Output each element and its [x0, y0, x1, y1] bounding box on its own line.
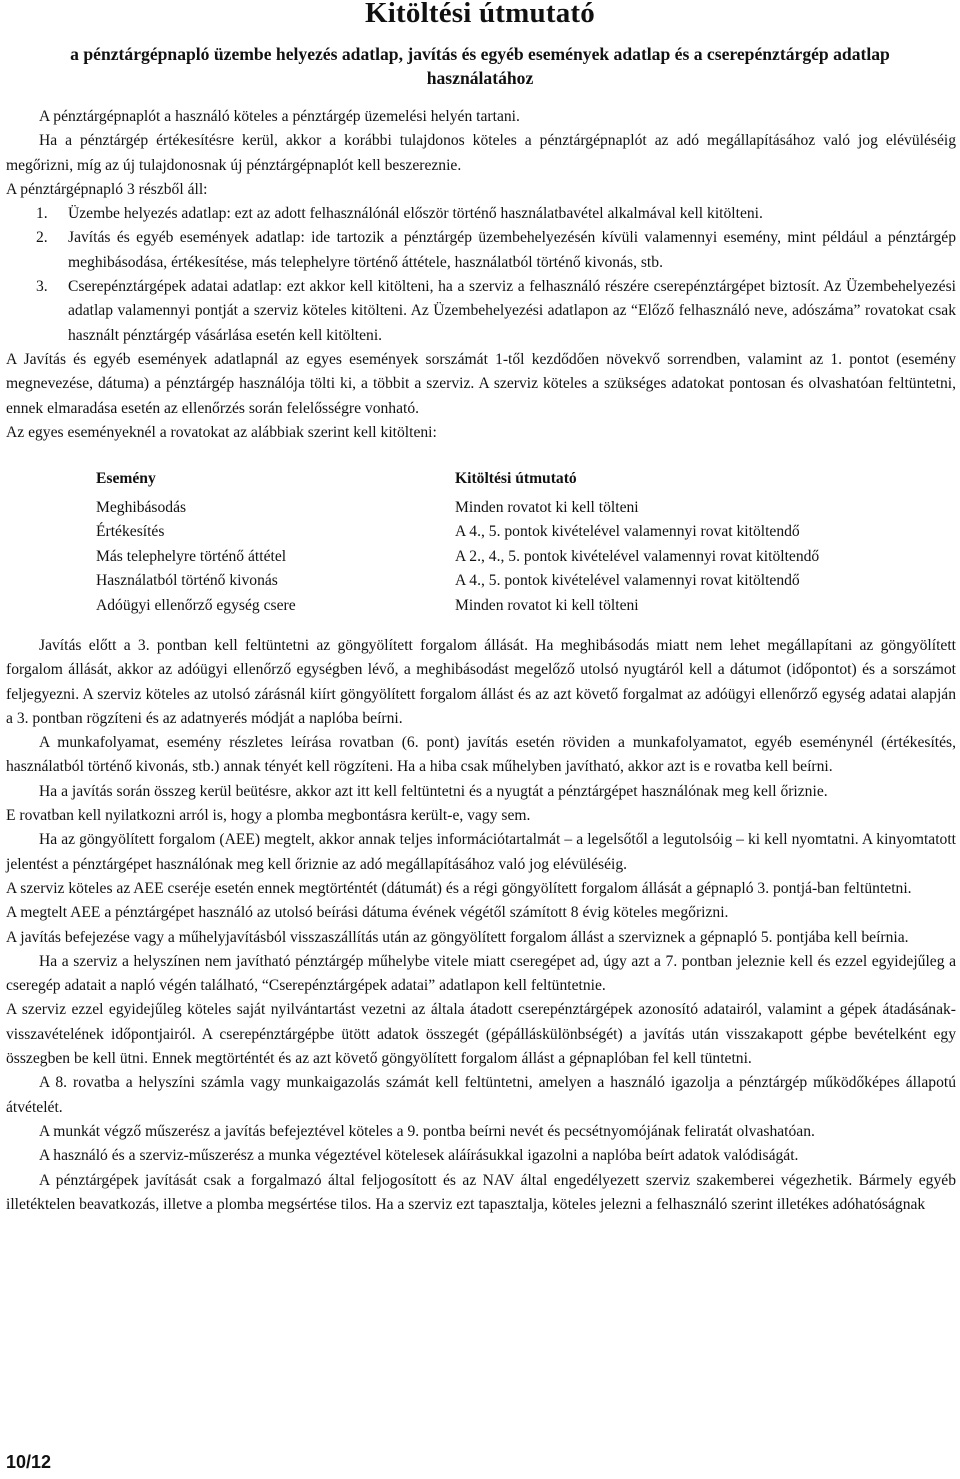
body-paragraph: Ha a javítás során összeg kerül beütésre, akkor azt itt kell feltüntetni és a nyugtát a pénztárgépet használónak meg kell őriznie.	[39, 782, 828, 800]
table-header-event: Esemény	[96, 470, 156, 487]
body-paragraph: A munkafolyamat, esemény részletes leírása rovatban (6. pont) javítás esetén röviden a munkafolyamatot, egyéb eseménynél (értékesítés, használatból történő kivonás, stb.) annak tényét kell rögzíteni. Ha a hiba csak műhelyben javítható, akkor azt is e rovatba kell beírni.	[6, 734, 956, 776]
table-header-guide: Kitöltési útmutató	[455, 470, 577, 487]
table-cell-event: Adóügyi ellenőrző egység csere	[96, 596, 296, 614]
intro-paragraph-1: A pénztárgépnaplót a használó köteles a pénztárgép üzemelési helyén tartani.	[39, 108, 520, 125]
body-paragraph: E rovatban kell nyilatkozni arról is, hogy a plomba megbontásra került-e, vagy sem.	[6, 807, 531, 825]
table-cell-guide: Minden rovatot ki kell tölteni	[455, 596, 639, 614]
list-item	[6, 226, 956, 275]
body-paragraph: A megtelt AEE a pénztárgépet használó az utolsó beírási dátuma évének végétől számított 8 évig köteles megőrizni.	[6, 904, 729, 922]
intro-paragraph-2: Ha a pénztárgép értékesítésre kerül, akkor a korábbi tulajdonos köteles a pénztárgépnaplót az adó megállapításához való jog elévüléséig megőrizni, míg az új tulajdonosnak új pénztárgépnaplót kell beszereznie.	[6, 132, 956, 174]
table-row	[96, 594, 936, 619]
table-row	[96, 569, 936, 594]
page-number: 10/12	[6, 1452, 52, 1472]
body-paragraph: A munkát végző műszerész a javítás befejeztével köteles a 9. pontba beírni nevét és pecsétnyomójának feliratát olvashatóan.	[39, 1122, 815, 1140]
intro-section	[6, 105, 956, 445]
table-cell-guide: A 2., 4., 5. pontok kivételével valamennyi rovat kitöltendő	[455, 547, 820, 565]
table-row	[96, 496, 936, 521]
table-cell-guide: A 4., 5. pontok kivételével valamennyi rovat kitöltendő	[455, 523, 800, 541]
list-item	[6, 275, 956, 348]
list-item-number: 2.	[36, 229, 48, 247]
body-paragraph: Ha a szerviz a helyszínen nem javítható pénztárgép műhelybe vitele miatt cseregépet ad, úgy azt a 7. pontban jeleznie kell és ezzel egyidejűleg a cseregép adatait a napló végén található, “Cserepénztárgépek adatai” adatlapon kell feltüntetnie.	[6, 952, 956, 995]
body-paragraph: A 8. rovatba a helyszíni számla vagy munkaigazolás számát kell feltüntetni, amelyen a használó igazolja a pénztárgép működőképes állapotú átvételét.	[6, 1074, 956, 1116]
event-table	[96, 467, 936, 619]
body-paragraph: A használó és a szerviz-műszerész a munka végeztével kötelesek aláírásukkal igazolni a naplóba beírt adatok valódiságát.	[39, 1147, 799, 1165]
intro-paragraph-5: Az egyes eseményeknél a rovatokat az alábbiak szerint kell kitölteni:	[6, 423, 437, 441]
list-item	[6, 202, 956, 226]
table-cell-guide: A 4., 5. pontok kivételével valamennyi rovat kitöltendő	[455, 572, 800, 590]
intro-paragraph-3: A pénztárgépnapló 3 részből áll:	[6, 180, 208, 198]
body-paragraph: A szerviz ezzel egyidejűleg köteles saját nyilvántartást vezetni az általa átadott cserepénztárgépek azonosító adatairól, valamint a gépek átadásának-visszavételének időpontjairól. A cserepénztárgépbe ütött adatok összegét (gépálláskülönbségét) a javítás után visszakapott gépbe bevételként egy összegben be kell ütni. Ennek megtörténtét és az azt követő göngyölített forgalom állást a gépnaplóban fel kell tüntetni.	[6, 1001, 956, 1068]
table-cell-event: Értékesítés	[96, 523, 165, 541]
table-cell-event: Más telephelyre történő áttétel	[96, 547, 287, 565]
table-cell-event: Meghibásodás	[96, 498, 187, 516]
table-cell-guide: Minden rovatot ki kell tölteni	[455, 498, 639, 516]
list-item-text: Cserepénztárgépek adatai adatlap: ezt akkor kell kitölteni, ha a szerviz a felhasználó részére cserepénztárgépet biztosít. Az Üzembehelyezési adatlap valamennyi pontját a szerviz köteles kitölteni. Az Üzembehelyezési adatlapon az “Előző felhasználó neve, adószáma” rovatokat csak használt pénztárgép vásárlása esetén kell kitölteni.	[68, 278, 956, 344]
intro-paragraph-4: A Javítás és egyéb események adatlapnál az egyes események sorszámát 1-től kezdődően növekvő sorrendben, valamint az 1. pontot (esemény megnevezése, dátuma) a pénztárgép használója tölti ki, a többit a szerviz. A szerviz köteles a szükséges adatokat pontosan és olvashatóan feltüntetni, ennek elmaradása esetén az ellenőrzés során felelősségre vonható.	[6, 350, 956, 417]
list-item-number: 3.	[36, 278, 48, 296]
table-row	[96, 545, 936, 570]
table-header-row	[96, 467, 936, 492]
page-subtitle: a pénztárgépnapló üzembe helyezés adatlap, javítás és egyéb események adatlap és a cserepénztárgép adatlap használatához	[70, 44, 890, 88]
list-item-number: 1.	[36, 205, 48, 223]
list-item-text: Üzembe helyezés adatlap: ezt az adott felhasználónál először történő használatbavétel alkalmával kell kitölteni.	[68, 205, 763, 223]
body-paragraph: A pénztárgépek javítását csak a forgalmazó által feljogosított és az NAV által engedélyezett szerviz szakemberei végezhetik. Bármely egyéb illetéktelen beavatkozás, illetve a plomba megsértése tilos. Ha a szerviz ezt tapasztalja, köteles jelezni a felhasználó szerint illetékes adóhatóságnak	[6, 1171, 956, 1213]
table-cell-event: Használatból történő kivonás	[96, 572, 278, 590]
table-row	[96, 520, 936, 545]
body-paragraph: Ha az göngyölített forgalom (AEE) megtelt, akkor annak teljes információtartalmát – a legelsőtől a legutolsóig – ki kell nyomtatni. A kinyomtatott jelentést a pénztárgépet használónak meg kell őriznie az adó megállapításához való jog elévüléséig.	[6, 831, 956, 873]
instructions-section	[6, 634, 956, 1217]
body-paragraph: Javítás előtt a 3. pontban kell feltüntetni az göngyölített forgalom állását. Ha meghibásodás miatt nem lehet megállapítani az göngyölített forgalom állását, akkor az adóügyi ellenőrző egységben lévő, a meghibásodást megelőző utolsó nyugtáról kell a dátumot (időpontot) és a sorszámot feljegyezni. A szerviz köteles az utolsó zárásnál kiírt göngyölített forgalom állást és az azt követő forgalmat az adóügyi ellenőrző egység adatai alapján a 3. pontban rögzíteni és az adatnyerés módját a naplóba beírni.	[6, 637, 956, 727]
body-paragraph: A szerviz köteles az AEE cseréje esetén ennek megtörténtét (dátumát) és a régi göngyölített forgalom állását a gépnapló 3. pontjá-ban feltüntetni.	[6, 879, 912, 897]
list-item-text: Javítás és egyéb események adatlap: ide tartozik a pénztárgép üzembehelyezésén kívüli valamennyi esemény, mint például a pénztárgép meghibásodása, értékesítése, más telephelyre történő áttétele, használatból történő kivonás, stb.	[68, 229, 956, 271]
body-paragraph: A javítás befejezése vagy a műhelyjavításból visszaszállítás után az göngyölített forgalom állást a szerviznek a gépnapló 5. pontjába kell beírnia.	[6, 928, 909, 946]
page-title: Kitöltési útmutató	[365, 0, 595, 29]
